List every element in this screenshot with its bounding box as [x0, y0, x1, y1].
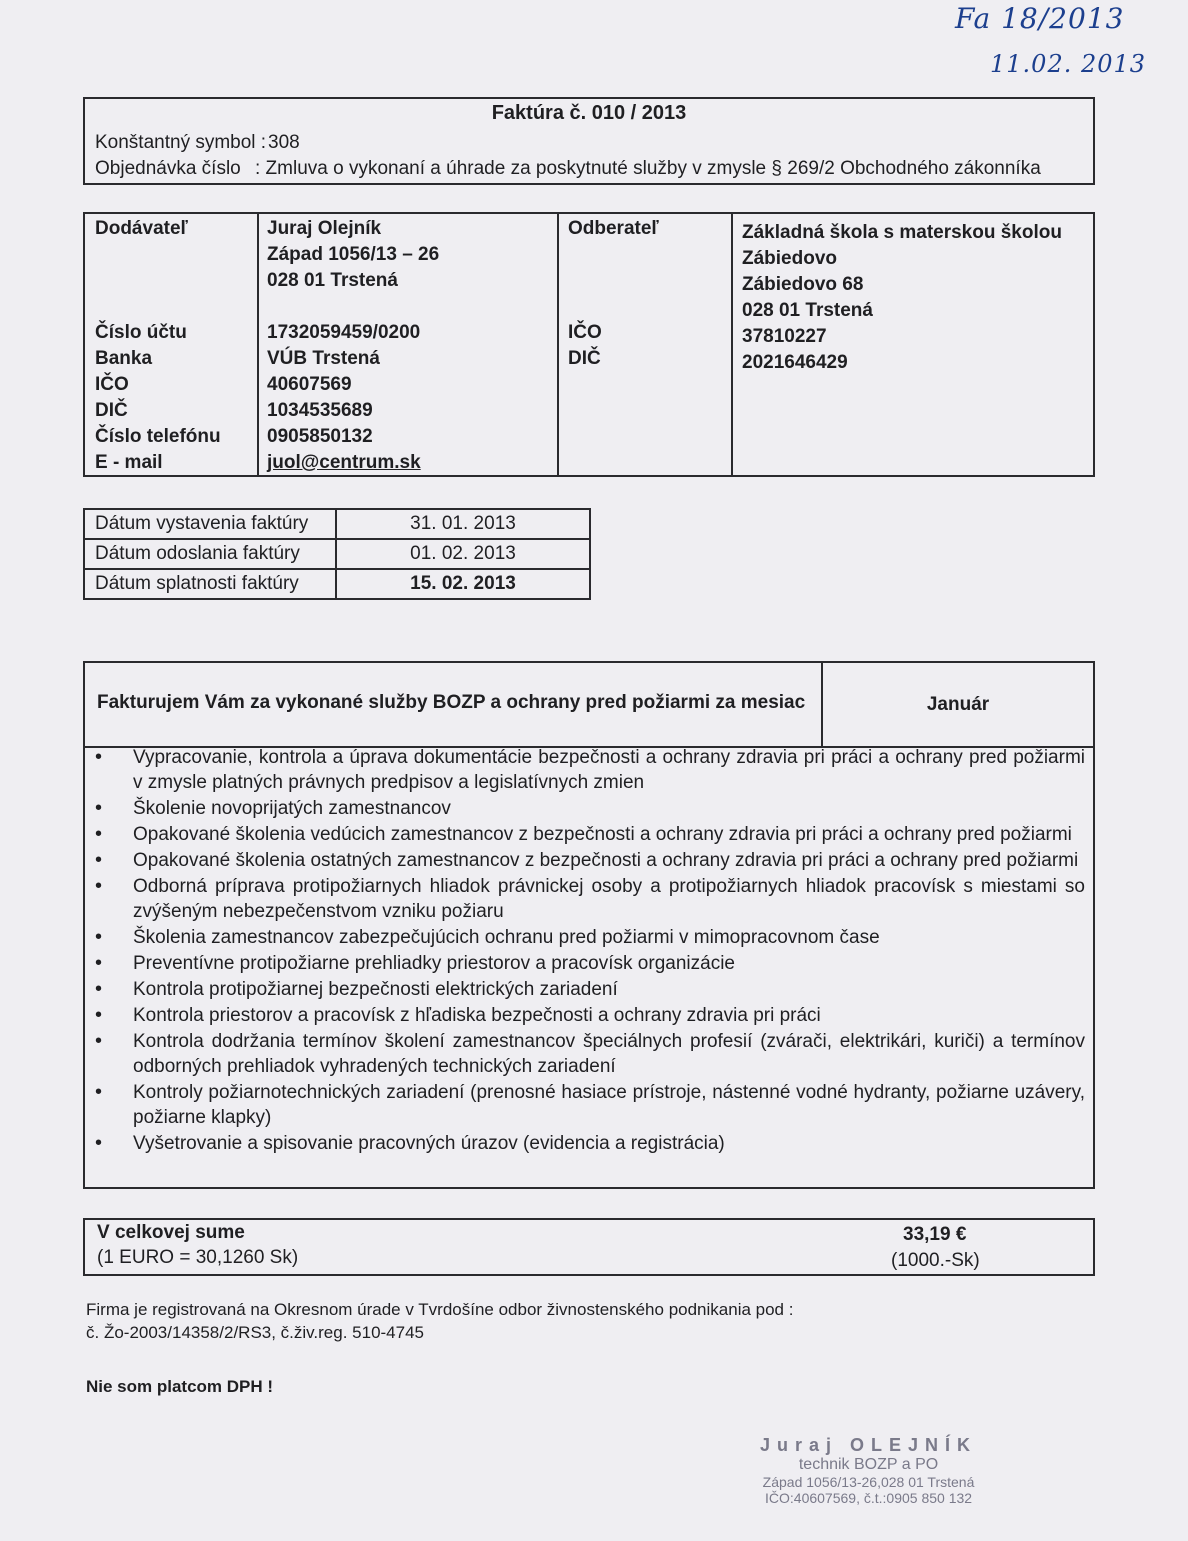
- supplier-label-dic: DIČ: [95, 400, 128, 421]
- date-due-label: Dátum splatnosti faktúry: [84, 569, 336, 599]
- services-list: [95, 745, 1085, 1157]
- list-item: • Školenie novoprijatých zamestnancov: [95, 796, 1085, 821]
- customer-label-dic: DIČ: [568, 348, 601, 369]
- total-amount-sk: (1000.-Sk): [891, 1250, 980, 1271]
- supplier-bank: VÚB Trstená: [267, 348, 380, 369]
- date-issued-value: 31. 01. 2013: [336, 509, 590, 539]
- customer-dic: 2021646429: [742, 352, 848, 373]
- customer-label-ico: IČO: [568, 322, 602, 343]
- supplier-label-phone: Číslo telefónu: [95, 426, 221, 447]
- supplier-account: 1732059459/0200: [267, 322, 421, 343]
- supplier-email-link[interactable]: juol@centrum.sk: [267, 452, 421, 473]
- date-sent-value: 01. 02. 2013: [336, 539, 590, 569]
- services-heading: Fakturujem Vám za vykonané služby BOZP a ochrany pred požiarmi za mesiac: [97, 692, 806, 713]
- supplier-street: Západ 1056/13 – 26: [267, 244, 440, 265]
- order-label: Objednávka číslo: [95, 158, 241, 179]
- stamp-address: Západ 1056/13-26,028 01 Trstená: [762, 1474, 975, 1490]
- customer-heading: Odberateľ: [568, 218, 659, 239]
- supplier-heading: Dodávateľ: [95, 218, 188, 239]
- parties-table: [83, 212, 1095, 477]
- handwritten-date: 11.02. 2013: [990, 50, 1147, 78]
- list-item: • Kontrola dodržania termínov školení zamestnancov špeciálnych profesií (zvárači, elektrikári, kuriči) a termínov odborných prehliadok vyhradených technických zariadení: [95, 1029, 1085, 1079]
- supplier-label-account: Číslo účtu: [95, 322, 187, 343]
- total-box: [83, 1218, 1095, 1276]
- table-row: [84, 569, 590, 599]
- order-value: : Zmluva o vykonaní a úhrade za poskytnuté služby v zmysle § 269/2 Obchodného zákonníka: [255, 158, 1041, 179]
- vat-note: Nie som platcom DPH !: [86, 1377, 274, 1396]
- supplier-label-email: E - mail: [95, 452, 163, 473]
- customer-ico: 37810227: [742, 326, 827, 347]
- total-amount: 33,19 €: [903, 1224, 967, 1245]
- supplier-ico: 40607569: [267, 374, 352, 395]
- list-item: • Vypracovanie, kontrola a úprava dokumentácie bezpečnosti a ochrany zdravia pri práci a ochrany pred požiarmi v zmysle platných právnych predpisov a legislatívnych zmien: [95, 745, 1085, 795]
- customer-line4: 028 01 Trstená: [742, 300, 873, 321]
- constant-symbol-value: 308: [268, 132, 300, 153]
- date-sent-label: Dátum odoslania faktúry: [84, 539, 336, 569]
- registration-line2: č. Žo-2003/14358/2/RS3, č.živ.reg. 510-4745: [86, 1323, 424, 1342]
- supplier-label-ico: IČO: [95, 374, 129, 395]
- supplier-phone: 0905850132: [267, 426, 373, 447]
- stamp-role: technik BOZP a PO: [798, 1456, 939, 1473]
- handwritten-ref: Fa 18/2013: [955, 2, 1125, 35]
- list-item: • Školenia zamestnancov zabezpečujúcich ochranu pred požiarmi v mimopracovnom čase: [95, 925, 1085, 950]
- invoice-title: Faktúra č. 010 / 2013: [491, 102, 687, 124]
- constant-symbol-label: Konštantný symbol :: [95, 132, 267, 153]
- dates-table: [83, 508, 591, 600]
- list-item: • Kontrola priestorov a pracovísk z hľadiska bezpečnosti a ochrany zdravia pri práci: [95, 1003, 1085, 1028]
- stamp-name: Juraj OLEJNÍK: [760, 1435, 978, 1455]
- supplier-label-bank: Banka: [95, 348, 153, 369]
- list-item: • Kontroly požiarnotechnických zariadení (prenosné hasiace prístroje, nástenné vodné hydranty, požiarne uzávery, požiarne klapky): [95, 1080, 1085, 1130]
- list-item: • Opakované školenia vedúcich zamestnancov z bezpečnosti a ochrany zdravia pri práci a ochrany pred požiarmi: [95, 822, 1085, 847]
- services-month: Január: [926, 694, 990, 715]
- exchange-rate: (1 EURO = 30,1260 Sk): [97, 1247, 299, 1268]
- list-item: • Vyšetrovanie a spisovanie pracovných úrazov (evidencia a registrácia): [95, 1131, 1085, 1156]
- list-item: • Odborná príprava protipožiarnych hliadok právnickej osoby a protipožiarnych hliadok pracovísk s miestami so zvýšeným nebezpečenstvom vzniku požiaru: [95, 874, 1085, 924]
- date-issued-label: Dátum vystavenia faktúry: [84, 509, 336, 539]
- list-item: • Kontrola protipožiarnej bezpečnosti elektrických zariadení: [95, 977, 1085, 1002]
- customer-line3: Zábiedovo 68: [742, 274, 864, 295]
- customer-line2: Zábiedovo: [742, 248, 838, 269]
- table-row: [84, 509, 590, 539]
- supplier-dic: 1034535689: [267, 400, 373, 421]
- list-item: • Opakované školenia ostatných zamestnancov z bezpečnosti a ochrany zdravia pri práci a ochrany pred požiarmi: [95, 848, 1085, 873]
- company-stamp: [760, 1435, 977, 1506]
- supplier-city: 028 01 Trstená: [267, 270, 398, 291]
- customer-name: Základná škola s materskou školou: [742, 222, 1062, 243]
- stamp-ids: IČO:40607569, č.t.:0905 850 132: [765, 1490, 973, 1506]
- supplier-name: Juraj Olejník: [267, 218, 382, 239]
- date-due-value: 15. 02. 2013: [336, 569, 590, 599]
- list-item: • Preventívne protipožiarne prehliadky priestorov a pracovísk organizácie: [95, 951, 1085, 976]
- registration-line1: Firma je registrovaná na Okresnom úrade v Tvrdošíne odbor živnostenského podnikania pod :: [86, 1300, 794, 1319]
- total-label: V celkovej sume: [97, 1222, 245, 1243]
- table-row: [84, 539, 590, 569]
- invoice-header: [83, 97, 1095, 185]
